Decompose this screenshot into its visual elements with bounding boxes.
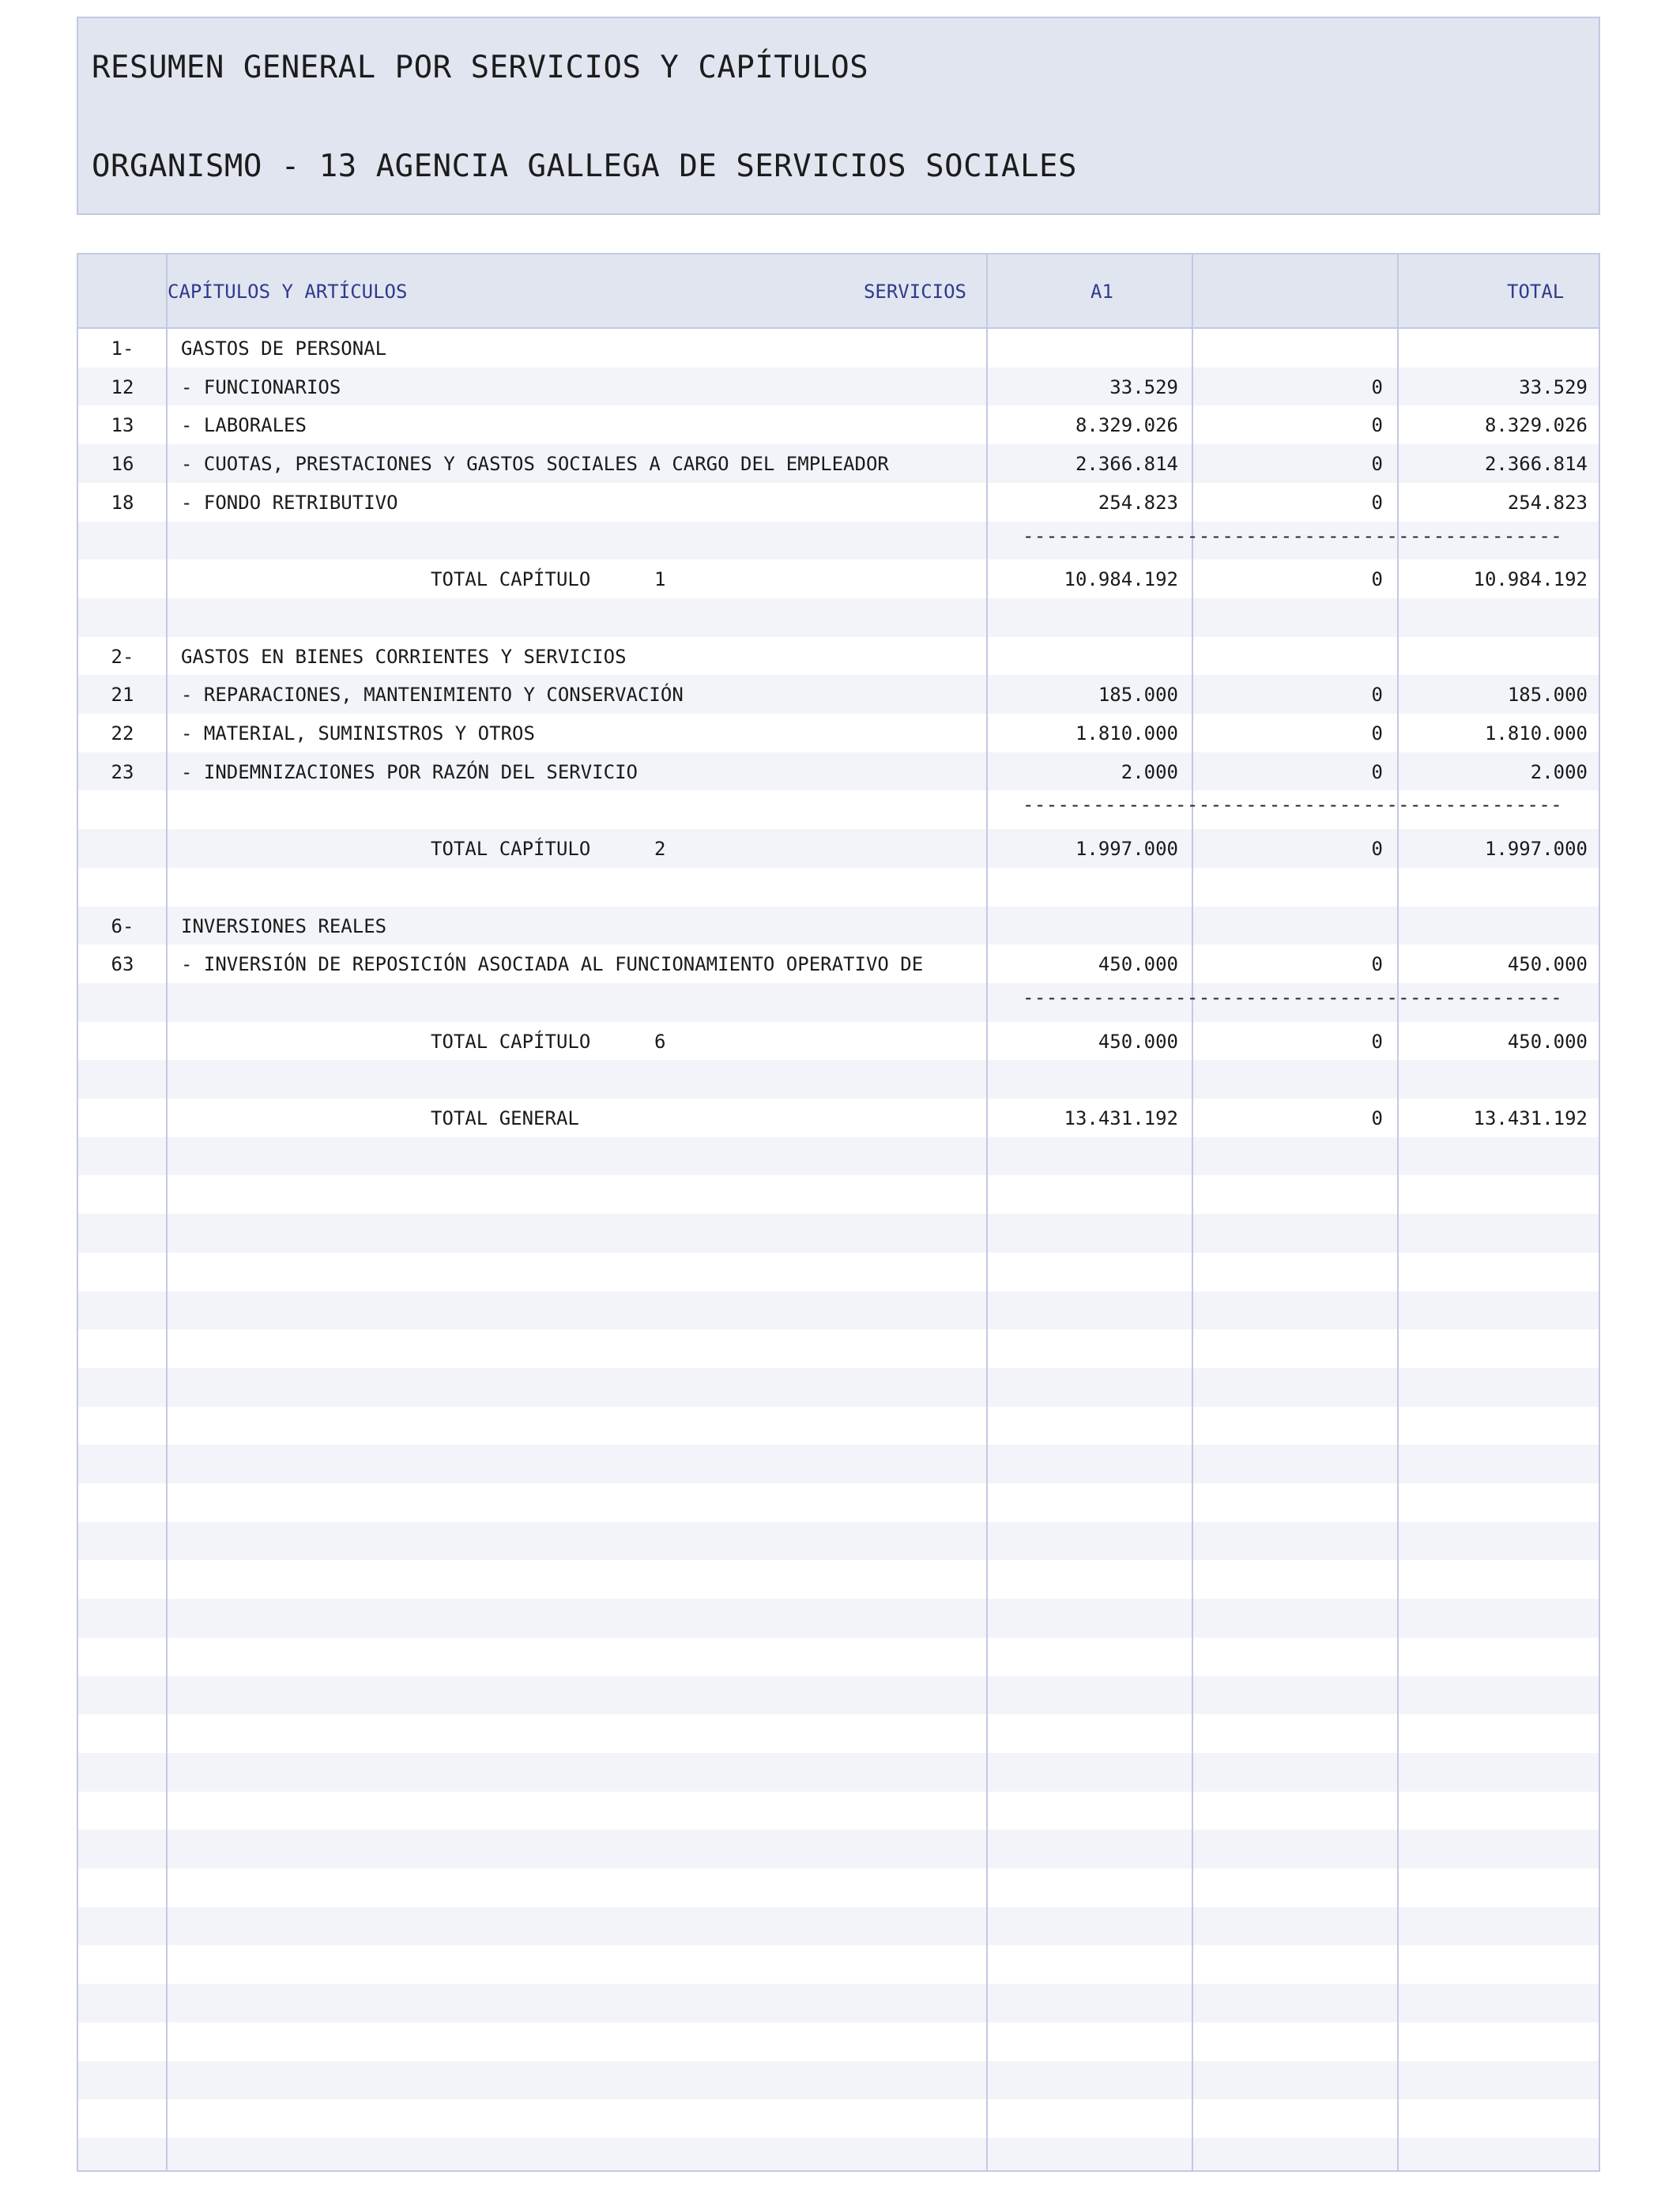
row-code: 12 [111, 375, 134, 398]
a1-value: 2.000 [1121, 760, 1178, 783]
table-row [78, 483, 1599, 522]
header-services: SERVICIOS [863, 281, 966, 303]
row-code: 23 [111, 760, 134, 783]
a1-value: 13.431.192 [1064, 1107, 1178, 1129]
blank-value: 0 [1371, 414, 1383, 437]
total-row [78, 829, 1599, 868]
chapter-number: 2 [654, 838, 666, 861]
blank-value: 0 [1371, 760, 1383, 783]
dashed-separator: ---------------------------------------------- [1023, 986, 1563, 1008]
a1-value: 450.000 [1098, 953, 1178, 976]
blank-value: 0 [1371, 453, 1383, 476]
blank-value: 0 [1371, 568, 1383, 591]
row-code: 22 [111, 722, 134, 745]
total-label: TOTAL CAPÍTULO [431, 838, 591, 861]
blank-value: 0 [1371, 953, 1383, 976]
a1-value: 185.000 [1098, 684, 1178, 707]
dashed-separator: ---------------------------------------------- [1023, 794, 1563, 816]
blank-value: 0 [1371, 684, 1383, 707]
row-code: 21 [111, 684, 134, 707]
row-description: - LABORALES [181, 414, 307, 437]
total-label: TOTAL CAPÍTULO [431, 1030, 591, 1053]
a1-value: 1.810.000 [1075, 722, 1178, 745]
row-code: 16 [111, 453, 134, 476]
row-stripe [78, 1830, 1599, 1868]
total-value: 450.000 [1507, 953, 1588, 976]
row-stripe [78, 2138, 1599, 2172]
table-row [78, 907, 1599, 945]
total-value: 2.366.814 [1484, 453, 1588, 476]
row-description: - INDEMNIZACIONES POR RAZÓN DEL SERVICIO [181, 760, 638, 783]
row-code: 6- [111, 914, 134, 937]
total-value: 1.810.000 [1484, 722, 1588, 745]
table-row [78, 329, 1599, 368]
total-value: 8.329.026 [1484, 414, 1588, 437]
empty-row [78, 868, 1599, 907]
row-description: GASTOS DE PERSONAL [181, 337, 387, 360]
total-value: 33.529 [1519, 375, 1588, 398]
row-stripe [78, 1676, 1599, 1715]
report-subtitle: ORGANISMO - 13 AGENCIA GALLEGA DE SERVICIOS SOCIALES [92, 149, 1077, 184]
row-description: - MATERIAL, SUMINISTROS Y OTROS [181, 722, 535, 745]
report-header [77, 17, 1600, 215]
separator-row [78, 522, 1599, 560]
row-stripe [78, 1214, 1599, 1253]
row-description: - FONDO RETRIBUTIVO [181, 491, 398, 514]
row-code: 2- [111, 645, 134, 668]
total-value: 254.823 [1507, 491, 1588, 514]
blank-value: 0 [1371, 491, 1383, 514]
blank-value: 0 [1371, 722, 1383, 745]
empty-row [78, 598, 1599, 637]
total-value: 185.000 [1507, 684, 1588, 707]
table-row [78, 944, 1599, 983]
table-row [78, 444, 1599, 483]
table-row [78, 405, 1599, 444]
chapter-number: 6 [654, 1030, 666, 1053]
total-label: TOTAL CAPÍTULO [431, 568, 591, 591]
a1-value: 33.529 [1109, 375, 1178, 398]
row-code: 13 [111, 414, 134, 437]
row-description: GASTOS EN BIENES CORRIENTES Y SERVICIOS [181, 645, 627, 668]
row-code: 18 [111, 491, 134, 514]
row-stripe [78, 1522, 1599, 1561]
total-value: 13.431.192 [1473, 1107, 1588, 1129]
table-header [78, 254, 1599, 329]
row-code: 63 [111, 953, 134, 976]
row-stripe [78, 1753, 1599, 1792]
row-stripe [78, 1137, 1599, 1176]
dashed-separator: ---------------------------------------------- [1023, 524, 1563, 547]
total-value: 2.000 [1530, 760, 1588, 783]
a1-value: 10.984.192 [1064, 568, 1178, 591]
separator-row [78, 983, 1599, 1022]
total-row [78, 1022, 1599, 1061]
a1-value: 2.366.814 [1075, 453, 1178, 476]
blank-value: 0 [1371, 838, 1383, 861]
total-value: 1.997.000 [1484, 838, 1588, 861]
row-stripe [78, 2061, 1599, 2100]
row-description: - INVERSIÓN DE REPOSICIÓN ASOCIADA AL FUNCIONAMIENTO OPERATIVO DE [181, 953, 924, 976]
row-stripe [78, 1368, 1599, 1407]
row-stripe [78, 1984, 1599, 2022]
chapter-number: 1 [654, 568, 666, 591]
row-stripe [78, 1445, 1599, 1483]
a1-value: 450.000 [1098, 1030, 1178, 1053]
table-row [78, 675, 1599, 714]
table-row [78, 637, 1599, 676]
row-description: INVERSIONES REALES [181, 914, 387, 937]
budget-table [77, 253, 1600, 2172]
report-title: RESUMEN GENERAL POR SERVICIOS Y CAPÍTULOS [92, 50, 869, 85]
total-row [78, 560, 1599, 598]
header-total: TOTAL [1507, 281, 1565, 303]
total-value: 10.984.192 [1473, 568, 1588, 591]
table-row [78, 368, 1599, 406]
blank-value: 0 [1371, 1107, 1383, 1129]
total-row [78, 1099, 1599, 1137]
table-row [78, 714, 1599, 752]
total-label: TOTAL GENERAL [431, 1107, 579, 1129]
row-stripe [78, 1907, 1599, 1946]
empty-row [78, 1060, 1599, 1099]
row-stripe [78, 1599, 1599, 1638]
a1-value: 8.329.026 [1075, 414, 1178, 437]
row-description: - REPARACIONES, MANTENIMIENTO Y CONSERVACIÓN [181, 684, 684, 707]
row-description: - CUOTAS, PRESTACIONES Y GASTOS SOCIALES A CARGO DEL EMPLEADOR [181, 453, 889, 476]
header-chapters: CAPÍTULOS Y ARTÍCULOS [168, 281, 408, 303]
header-a1: A1 [1090, 281, 1113, 303]
blank-value: 0 [1371, 375, 1383, 398]
row-code: 1- [111, 337, 134, 360]
blank-value: 0 [1371, 1030, 1383, 1053]
table-row [78, 752, 1599, 791]
row-description: - FUNCIONARIOS [181, 375, 341, 398]
separator-row [78, 790, 1599, 829]
total-value: 450.000 [1507, 1030, 1588, 1053]
row-stripe [78, 1291, 1599, 1330]
a1-value: 1.997.000 [1075, 838, 1178, 861]
a1-value: 254.823 [1098, 491, 1178, 514]
